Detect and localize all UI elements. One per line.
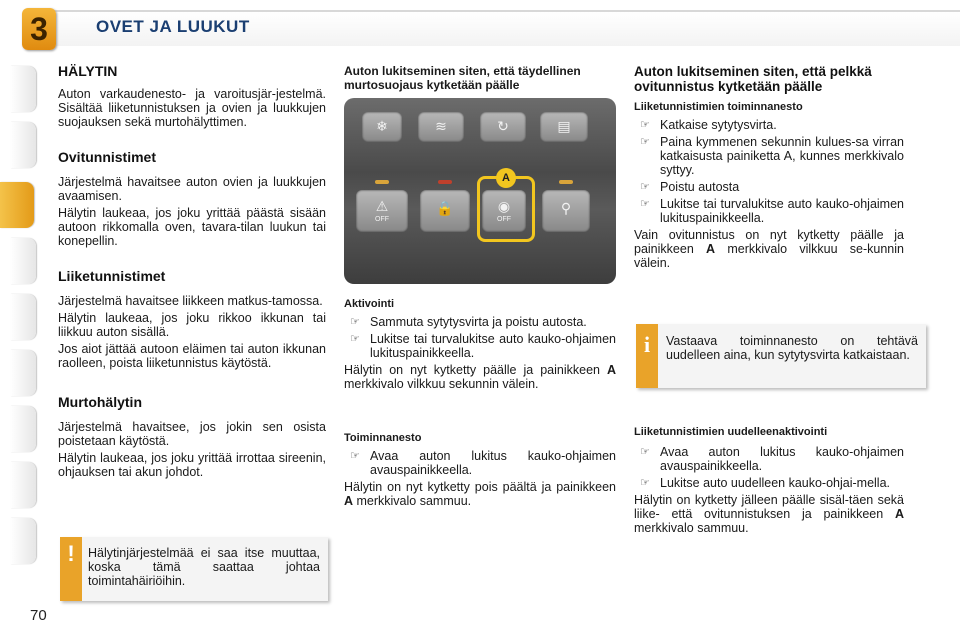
reactivation-section (634, 426, 904, 535)
reactivation-list (634, 445, 904, 490)
pointer-icon: ☞ (350, 450, 360, 462)
list-item: ☞ Avaa auton lukitus kauko-ohjaimen avauspainikkeella. (640, 445, 904, 473)
alarm-intro: Auton varkaudenesto- ja varoitusjär-jestelmä. Sisältää liiketunnistuksen ja ovien ja luukkujen suojauksen sekä murtohälyttimen. (58, 87, 326, 129)
pointer-icon: ☞ (350, 316, 360, 328)
photo-button (362, 112, 402, 142)
chapter-tab[interactable] (10, 518, 36, 564)
chapter-tab[interactable] (10, 66, 36, 112)
deactivation-list (634, 118, 904, 225)
page-number: 70 (30, 607, 47, 624)
list-item: ☞ Katkaise sytytysvirta. (640, 118, 777, 132)
section-title-doors: Ovitunnistimet (58, 149, 157, 165)
list-item: ☞ Avaa auton lukitus kauko-ohjaimen avauspainikkeella. (350, 449, 616, 477)
column-door-only (634, 64, 904, 270)
motion-sensor-icon: ◉ (497, 198, 511, 214)
section-title-full-protection: Auton lukitseminen siten, että täydellinen murtosuojaus kytketään päälle (344, 64, 581, 92)
warning-text: Hälytinjärjestelmää ei saa itse muuttaa, koska tämä saattaa johtaa toimintahäiriöihin. (88, 546, 320, 588)
pointer-icon: ☞ (640, 477, 650, 489)
info-text: Vastaava toiminnanesto on tehtävä uudelleen aina, kun sytytysvirta katkaistaan. (666, 334, 918, 362)
activation-section (344, 298, 616, 391)
siren-paragraph: Järjestelmä havaitsee, jos jokin sen osista poistetaan käytöstä. (58, 420, 326, 448)
column-full-protection (344, 64, 616, 92)
operation-section (344, 432, 616, 508)
photo-button-label: OFF (497, 216, 511, 223)
reactivation-result: Hälytin on kytketty jälleen päälle sisäl-täen sekä liike- että ovitunnistuksen ja painikkeen A merkkivalo sammuu. (634, 493, 904, 535)
operation-result: Hälytin on nyt kytketty pois päältä ja painikkeen A merkkivalo sammuu. (344, 480, 616, 508)
chapter-number-badge: 3 (22, 8, 56, 50)
photo-button-label: OFF (375, 216, 389, 223)
button-a-marker: A (496, 168, 516, 188)
operation-title: Toiminnanesto (344, 432, 422, 444)
doors-paragraph: Hälytin laukeaa, jos joku yrittää päästä sisään autoon rikkomalla oven, tavara-tilan luukun tai konepellin. (58, 206, 326, 248)
motion-paragraph: Jos aiot jättää autoon eläimen tai auton ikkunan raolleen, poista liiketunnistus käytöstä. (58, 342, 326, 370)
list-item: ☞ Lukitse tai turvalukitse auto kauko-ohjaimen lukituspainikkeella. (350, 332, 616, 360)
activation-title: Aktivointi (344, 298, 395, 310)
activation-list (344, 315, 616, 360)
indicator-led (438, 180, 452, 184)
photo-button (418, 112, 464, 142)
photo-button (480, 112, 526, 142)
indicator-led (375, 180, 389, 184)
warning-icon: ! (67, 541, 75, 566)
photo-button (356, 190, 408, 232)
chapter-sidebar (0, 0, 44, 640)
reactivation-title: Liiketunnistimien uudelleenaktivointi (634, 426, 828, 438)
chapter-title: OVET JA LUUKUT (96, 17, 250, 36)
section-title-door-only: Auton lukitseminen siten, että pelkkä ovitunnistus kytketään päälle (634, 64, 872, 94)
airflow-icon: ≋ (435, 118, 447, 134)
motion-paragraph: Hälytin laukeaa, jos joku rikkoo ikkunan tai liikkuu auton sisällä. (58, 311, 326, 339)
warning-note (60, 537, 328, 601)
pointer-icon: ☞ (640, 136, 650, 148)
child-lock-icon: ⚲ (560, 200, 572, 216)
chapter-tab[interactable] (10, 462, 36, 508)
siren-paragraph: Hälytin laukeaa, jos joku yrittää irrottaa sireenin, ohjauksen tai akun johdot. (58, 451, 326, 479)
motion-paragraph: Järjestelmä havaitsee liikkeen matkus-tamossa. (58, 294, 323, 308)
photo-button (540, 112, 588, 142)
doors-paragraph: Järjestelmä havaitsee auton ovien ja luukkujen avaamisen. (58, 175, 326, 203)
dashboard-photo (344, 98, 616, 284)
chapter-tab[interactable] (10, 122, 36, 168)
list-item: ☞ Poistu autosta (640, 180, 740, 194)
chapter-tab-active[interactable] (0, 182, 34, 228)
chapter-tab[interactable] (10, 406, 36, 452)
info-icon: i (643, 332, 651, 357)
pointer-icon: ☞ (640, 446, 650, 458)
chapter-tab[interactable] (10, 294, 36, 340)
pointer-icon: ☞ (350, 333, 360, 345)
deactivation-title: Liiketunnistimien toiminnanesto (634, 101, 803, 113)
list-item: ☞ Lukitse tai turvalukitse auto kauko-ohjaimen lukituspainikkeella. (640, 197, 904, 225)
activation-result: Hälytin on nyt kytketty päälle ja painikkeen A merkkivalo vilkkuu sekunnin välein. (344, 363, 616, 391)
chapter-tab[interactable] (10, 350, 36, 396)
info-note (636, 324, 926, 388)
recirculation-icon: ↻ (497, 118, 509, 134)
photo-button (542, 190, 590, 232)
indicator-led (559, 180, 573, 184)
column-alarm (58, 63, 326, 479)
pointer-icon: ☞ (640, 119, 650, 131)
operation-list (344, 449, 616, 477)
defrost-icon: ❄ (376, 118, 388, 134)
section-title-motion: Liiketunnistimet (58, 268, 166, 284)
deactivation-result: Vain ovitunnistus on nyt kytketty päälle ja painikkeen A merkkivalo vilkkuu se-kunnin välein. (634, 228, 904, 270)
section-title-siren: Murtohälytin (58, 394, 142, 410)
section-title-alarm: HÄLYTIN (58, 63, 118, 79)
rear-defrost-icon: ▤ (557, 118, 571, 134)
pointer-icon: ☞ (640, 181, 650, 193)
esp-off-icon: ⚠ (375, 198, 389, 214)
pointer-icon: ☞ (640, 198, 650, 210)
chapter-tab[interactable] (10, 238, 36, 284)
photo-button (420, 190, 470, 232)
list-item: ☞ Sammuta sytytysvirta ja poistu autosta. (350, 315, 587, 329)
list-item: ☞ Lukitse auto uudelleen kauko-ohjai-mella. (640, 476, 891, 490)
list-item: ☞ Paina kymmenen sekunnin kulues-sa virran katkaisusta painiketta A, kunnes merkkivalo syttyy. (640, 135, 904, 177)
alarm-button-a (482, 190, 526, 232)
lock-icon: 🔒 (436, 200, 454, 216)
